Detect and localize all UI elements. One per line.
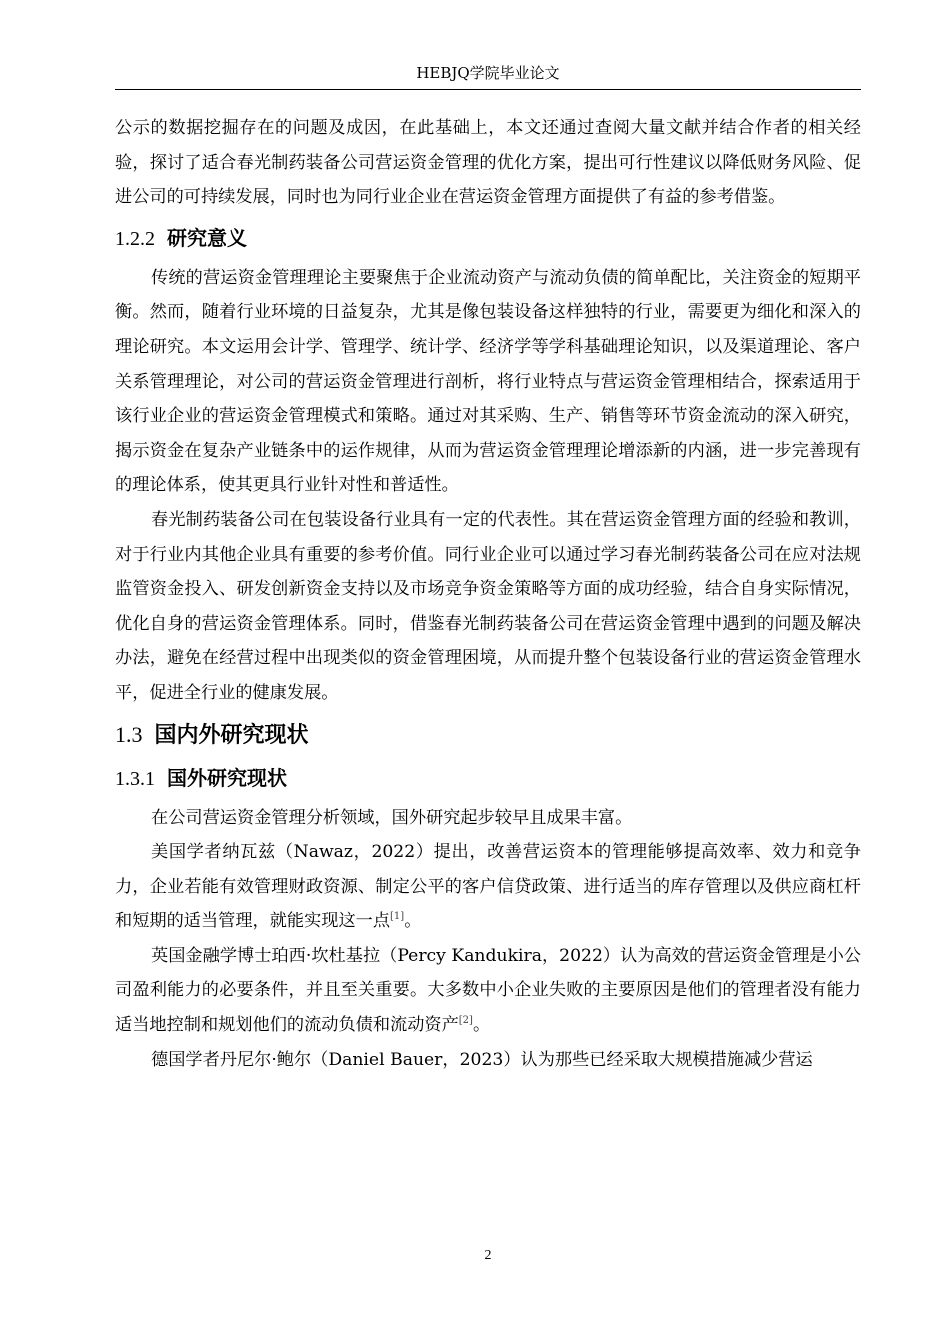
page-body: [115, 111, 861, 1077]
heading-text: 研究意义: [167, 225, 247, 250]
heading-number: 1.3.1: [115, 767, 155, 790]
paragraph-end: 。: [404, 911, 422, 932]
section-heading-1-3: [115, 717, 861, 753]
paragraph-end: 。: [472, 1015, 491, 1036]
paragraph-text: 美国学者纳瓦兹（Nawaz，2022）提出，改善营运资本的管理能够提高效率、效力和竞争力，企业若能有效管理财政资源、制定公平的客户信贷政策、进行适当的库存管理以及供应商杠杆和短期的适当管理，就能实现这一点: [115, 842, 861, 932]
paragraph-kandukira: [115, 939, 861, 1043]
paragraph-continued: 公示的数据挖掘存在的问题及成因，在此基础上，本文还通过查阅大量文献并结合作者的相关经验，探讨了适合春光制药装备公司营运资金管理的优化方案，提出可行性建议以降低财务风险、促进公司的可持续发展，同时也为同行业企业在营运资金管理方面提供了有益的参考借鉴。: [115, 118, 861, 208]
section-heading-1-2-2: [115, 221, 861, 256]
paragraph-bauer: 德国学者丹尼尔·鲍尔（Daniel Bauer，2023）认为那些已经采取大规模措施减少营运: [151, 1049, 813, 1070]
header-rule: [115, 89, 861, 90]
section-heading-1-3-1: [115, 761, 861, 796]
heading-text: 国内外研究现状: [154, 721, 309, 748]
running-header: HEBJQ学院毕业论文: [416, 64, 560, 82]
citation-ref: [2]: [458, 1015, 473, 1027]
citation-ref: [1]: [390, 911, 405, 923]
heading-number: 1.2.2: [115, 227, 155, 250]
page-number: 2: [484, 1248, 492, 1263]
heading-number: 1.3: [115, 721, 143, 747]
paragraph-practical-significance: 春光制药装备公司在包装设备行业具有一定的代表性。其在营运资金管理方面的经验和教训，对于行业内其他企业具有重要的参考价值。同行业企业可以通过学习春光制药装备公司在应对法规监管资金投入、研发创新资金支持以及市场竞争资金策略等方面的成功经验，结合自身实际情况，优化自身的营运资金管理体系。同时，借鉴春光制药装备公司在营运资金管理中遇到的问题及解决办法，避免在经营过程中出现类似的资金管理困境，从而提升整个包装设备行业的营运资金管理水平，促进全行业的健康发展。: [115, 509, 861, 703]
paragraph-nawaz: [115, 835, 861, 939]
paragraph-intro: 在公司营运资金管理分析领域，国外研究起步较早且成果丰富。: [151, 807, 633, 828]
heading-text: 国外研究现状: [167, 765, 287, 790]
paragraph-theory-significance: 传统的营运资金管理理论主要聚焦于企业流动资产与流动负债的简单配比，关注资金的短期平衡。然而，随着行业环境的日益复杂，尤其是像包装设备这样独特的行业，需要更为细化和深入的理论研究。本文运用会计学、管理学、统计学、经济学等学科基础理论知识，以及渠道理论、客户关系管理理论，对公司的营运资金管理进行剖析，将行业特点与营运资金管理相结合，探索适用于该行业企业的营运资金管理模式和策略。通过对其采购、生产、销售等环节资金流动的深入研究，揭示资金在复杂产业链条中的运作规律，从而为营运资金管理理论增添新的内涵，进一步完善现有的理论体系，使其更具行业针对性和普适性。: [115, 267, 861, 496]
paragraph-text: 英国金融学博士珀西·坎杜基拉（Percy Kandukira，2022）认为高效的营运资金管理是小公司盈利能力的必要条件，并且至关重要。大多数中小企业失败的主要原因是他们的管理者没有能力适当地控制和规划他们的流动负债和流动资产: [115, 945, 861, 1036]
